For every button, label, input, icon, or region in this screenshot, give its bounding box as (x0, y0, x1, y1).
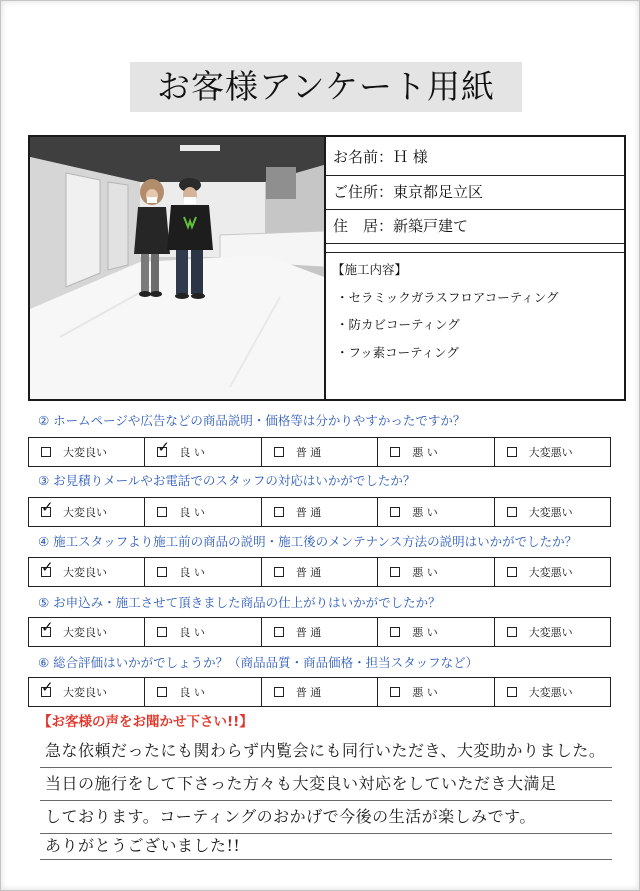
ceiling-light (180, 145, 220, 151)
option-label: 良 い (179, 506, 205, 519)
option-average[interactable] (262, 678, 378, 706)
option-label: 普 通 (295, 506, 322, 519)
option-good[interactable] (145, 498, 261, 526)
question-4-text: ④ 施工スタッフより施工前の商品の説明・施工後のメンテナンス方法の説明はいかがでしたか？ (38, 534, 578, 549)
option-label: 大変悪い (528, 686, 573, 699)
checkbox[interactable] (390, 687, 400, 697)
option-bad[interactable] (378, 498, 494, 526)
checkbox[interactable] (390, 447, 400, 457)
work-item: ・防カビコーティング (336, 317, 460, 332)
work-details (326, 252, 624, 399)
question-6-text: ⑥ 総合評価はいかがでしょうか？（商品品質・商品価格・担当スタッフなど） (38, 655, 479, 670)
option-very-bad[interactable] (495, 498, 610, 526)
option-label: 大変悪い (528, 446, 573, 459)
checkbox[interactable] (507, 447, 517, 457)
question-4-rating-row (28, 557, 611, 587)
checkbox[interactable] (274, 507, 284, 517)
checkbox[interactable] (390, 507, 400, 517)
option-label: 良 い (179, 566, 205, 579)
option-label: 普 通 (295, 566, 322, 579)
checkbox[interactable] (274, 687, 284, 697)
checkbox[interactable] (274, 567, 284, 577)
option-average[interactable] (262, 438, 378, 466)
checkbox[interactable] (274, 447, 284, 457)
customer-comment-line: ありがとうございました!! (40, 835, 612, 860)
customer-photo-image (30, 137, 324, 399)
question-3-rating-row (28, 497, 611, 527)
customer-profile (326, 137, 624, 399)
option-very-bad[interactable] (495, 558, 610, 586)
left-door (66, 173, 100, 287)
checkbox[interactable] (157, 567, 167, 577)
work-item: ・フッ素コーティング (336, 344, 459, 360)
customer-residence: 住 居：新築戸建て (326, 210, 624, 244)
option-label: 大変悪い (528, 506, 573, 519)
customer-name: お名前：Ｈ 様 (326, 137, 624, 176)
option-very-bad[interactable] (495, 438, 610, 466)
option-good[interactable] (145, 678, 261, 706)
customer-comment-line: 急な依頼だったにも関わらず内覧会にも同行いただき、大変助かりました。 (40, 736, 612, 768)
option-label: 大変良い (63, 566, 107, 579)
question-5-rating-row (28, 617, 611, 647)
checkbox[interactable] (390, 627, 400, 637)
option-very-good[interactable] (29, 678, 145, 706)
option-very-bad[interactable] (495, 678, 610, 706)
option-bad[interactable] (378, 558, 494, 586)
checkbox[interactable] (507, 627, 517, 637)
customer-address: ご住所：東京都足立区 (326, 176, 624, 210)
option-bad[interactable] (378, 438, 494, 466)
page-title: お客様アンケート用紙 (130, 62, 522, 112)
question-2-rating-row (28, 437, 611, 467)
checkbox[interactable] (41, 507, 51, 517)
option-label: 大変良い (63, 626, 107, 639)
checkbox[interactable] (507, 687, 517, 697)
option-average[interactable] (262, 558, 378, 586)
option-good[interactable] (145, 438, 261, 466)
option-very-good[interactable] (29, 438, 145, 466)
work-item: ・セラミックガラスフロアコーティング (336, 289, 559, 305)
checkbox[interactable] (157, 447, 167, 457)
option-average[interactable] (262, 498, 378, 526)
option-label: 大変良い (63, 506, 107, 519)
option-label: 大変良い (63, 686, 107, 699)
customer-comment-line: しております。コーティングのおかげで今後の生活が楽しみです。 (40, 802, 612, 834)
customer-voice-heading: 【お客様の声をお聞かせ下さい!!】 (38, 714, 253, 730)
checkbox[interactable] (390, 567, 400, 577)
checkbox[interactable] (157, 687, 167, 697)
customer-photo (30, 137, 326, 399)
option-label: 良 い (179, 626, 205, 639)
checkbox[interactable] (274, 627, 284, 637)
option-label: 普 通 (295, 446, 322, 459)
checkbox[interactable] (507, 567, 517, 577)
option-very-good[interactable] (29, 618, 145, 646)
question-5-text: ⑤ お申込み・施工させて頂きました商品の仕上がりはいかがでしたか？ (38, 595, 441, 610)
checkbox[interactable] (41, 627, 51, 637)
customer-info-box (28, 135, 626, 401)
checkbox[interactable] (157, 627, 167, 637)
work-heading: 【施工内容】 (332, 262, 408, 277)
option-good[interactable] (145, 618, 261, 646)
checkbox[interactable] (157, 507, 167, 517)
option-average[interactable] (262, 618, 378, 646)
question-2-text: ② ホームページや広告などの商品説明・価格等は分かりやすかったですか？ (38, 413, 466, 428)
option-label: 悪 い (412, 686, 438, 699)
option-bad[interactable] (378, 618, 494, 646)
option-label: 普 通 (295, 686, 322, 699)
checkbox[interactable] (41, 567, 51, 577)
option-label: 悪 い (412, 446, 438, 459)
option-good[interactable] (145, 558, 261, 586)
question-6-rating-row (28, 677, 611, 707)
option-bad[interactable] (378, 678, 494, 706)
question-3-text: ③ お見積りメールやお電話でのスタッフの対応はいかがでしたか？ (38, 473, 416, 488)
option-label: 悪 い (412, 506, 438, 519)
checkbox[interactable] (41, 687, 51, 697)
option-label: 良 い (179, 686, 205, 699)
checkbox[interactable] (507, 507, 517, 517)
option-label: 悪 い (412, 566, 438, 579)
option-very-good[interactable] (29, 558, 145, 586)
range-hood (266, 167, 296, 199)
option-label: 悪 い (412, 626, 438, 639)
second-door (108, 182, 128, 270)
option-very-good[interactable] (29, 498, 145, 526)
option-label: 大変悪い (528, 626, 573, 639)
option-label: 大変悪い (528, 566, 573, 579)
option-label: 大変良い (63, 446, 107, 459)
checkbox[interactable] (41, 447, 51, 457)
option-label: 良 い (179, 446, 205, 459)
customer-comment-line: 当日の施行をして下さった方々も大変良い対応をしていただき大満足 (40, 769, 612, 801)
option-label: 普 通 (295, 626, 322, 639)
option-very-bad[interactable] (495, 618, 610, 646)
